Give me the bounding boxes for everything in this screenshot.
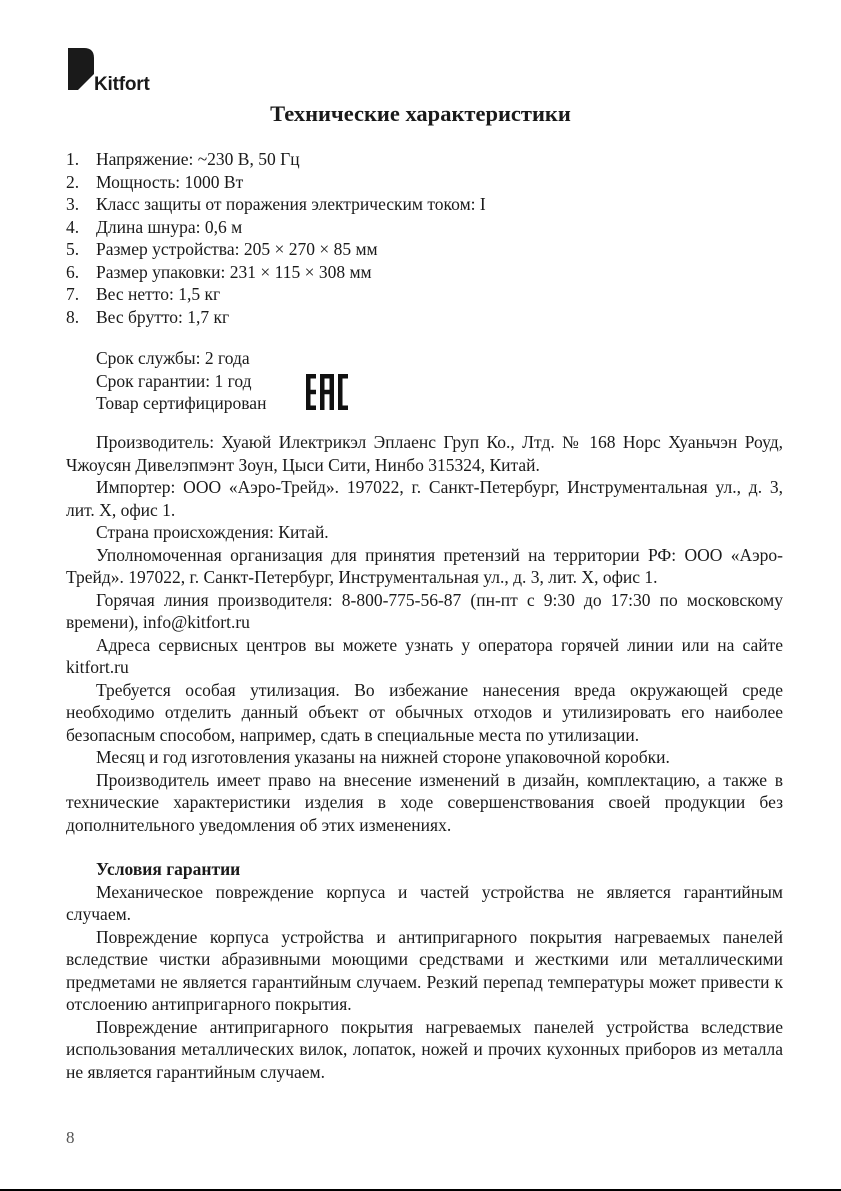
origin-paragraph: Страна происхождения: Китай.	[96, 522, 329, 542]
changes-paragraph: Производитель имеет право на внесение изменений в дизайн, комплектацию, а также в технические характеристики изделия в ходе совершенствования своей продукции без дополнительного уведомления об этих изменениях.	[66, 769, 783, 835]
kitfort-logo-icon	[68, 48, 94, 92]
spec-text: Размер упаковки: 231 × 115 × 308 мм	[96, 261, 372, 282]
list-number: 4.	[66, 216, 80, 237]
eac-certification-icon	[306, 374, 348, 410]
warranty-paragraph: Повреждение корпуса устройства и антипригарного покрытия нагреваемых панелей вследствие чистки абразивными моющими средствами и жесткими или металлическими предметами не является гарантийным случаем. Резкий перепад температуры может привести к отслоению антипригарного покрытия.	[66, 926, 783, 1014]
authorized-org-paragraph: Уполномоченная организация для принятия претензий на территории РФ: ООО «Аэро-Трейд». 197022, г. Санкт-Петербург, Инструментальная ул., д. 3, лит. Х, офис 1.	[66, 544, 783, 587]
list-number: 7.	[66, 284, 80, 304]
service-info	[96, 347, 266, 415]
service-life: Срок службы: 2 года	[96, 348, 250, 368]
list-number: 3.	[66, 194, 80, 214]
spec-text: Размер устройства: 205 × 270 × 85 мм	[96, 239, 378, 259]
spec-text: Мощность: 1000 Вт	[96, 171, 244, 192]
list-item	[66, 306, 486, 329]
page-title: Технические характеристики	[270, 101, 571, 126]
spec-text: Вес брутто: 1,7 кг	[96, 306, 230, 327]
hotline-paragraph: Горячая линия производителя: 8-800-775-56-87 (пн-пт с 9:30 до 17:30 по московскому времени), info@kitfort.ru	[66, 589, 783, 632]
warranty-paragraph: Повреждение антипригарного покрытия нагреваемых панелей устройства вследствие использования металлических вилок, лопаток, ножей и прочих кухонных приборов из металла не является гарантийным случаем.	[66, 1016, 783, 1082]
manufacturer-paragraph: Производитель: Хуаюй Илектрикэл Эплаенс Груп Ко., Лтд. № 168 Норс Хуаньчэн Роуд, Чжоусян Дивелэпмэнт Зоун, Цыси Сити, Нинбо 315324, Китай.	[66, 432, 783, 475]
spec-text: Вес нетто: 1,5 кг	[96, 284, 221, 304]
list-number: 5.	[66, 239, 80, 259]
manufacture-date-paragraph: Месяц и год изготовления указаны на нижней стороне упаковочной коробки.	[96, 747, 670, 767]
service-centers-paragraph: Адреса сервисных центров вы можете узнать у оператора горячей линии или на сайте kitfort.ru	[66, 634, 783, 677]
spec-text: Напряжение: ~230 В, 50 Гц	[96, 149, 300, 169]
page-number: 8	[66, 1128, 75, 1147]
warranty-period: Срок гарантии: 1 год	[96, 370, 252, 391]
list-item	[66, 261, 486, 284]
list-item	[66, 283, 486, 306]
warranty-heading: Условия гарантии	[96, 859, 241, 879]
spec-text: Длина шнура: 0,6 м	[96, 216, 243, 237]
specs-list	[66, 148, 486, 328]
brand-logo	[68, 48, 168, 98]
list-item	[66, 238, 486, 261]
list-number: 8.	[66, 306, 80, 327]
logo-text: Kitfort	[94, 74, 150, 95]
disposal-paragraph: Требуется особая утилизация. Во избежание нанесения вреда окружающей среде необходимо отделить данный объект от обычных отходов и утилизировать его наиболее безопасным способом, например, сдать в специальные места по утилизации.	[66, 679, 783, 745]
certification-note: Товар сертифицирован	[96, 393, 267, 413]
legal-info	[66, 431, 783, 1083]
importer-paragraph: Импортер: ООО «Аэро-Трейд». 197022, г. Санкт-Петербург, Инструментальная ул., д. 3, лит. Х, офис 1.	[66, 477, 783, 520]
list-item	[66, 193, 486, 216]
warranty-paragraph: Механическое повреждение корпуса и частей устройства не является гарантийным случаем.	[66, 881, 783, 924]
list-number: 1.	[66, 149, 80, 169]
list-item	[66, 171, 486, 194]
list-item	[66, 216, 486, 239]
list-number: 2.	[66, 171, 80, 192]
list-item	[66, 148, 486, 171]
spec-text: Класс защиты от поражения электрическим током: I	[96, 194, 486, 214]
list-number: 6.	[66, 261, 80, 282]
